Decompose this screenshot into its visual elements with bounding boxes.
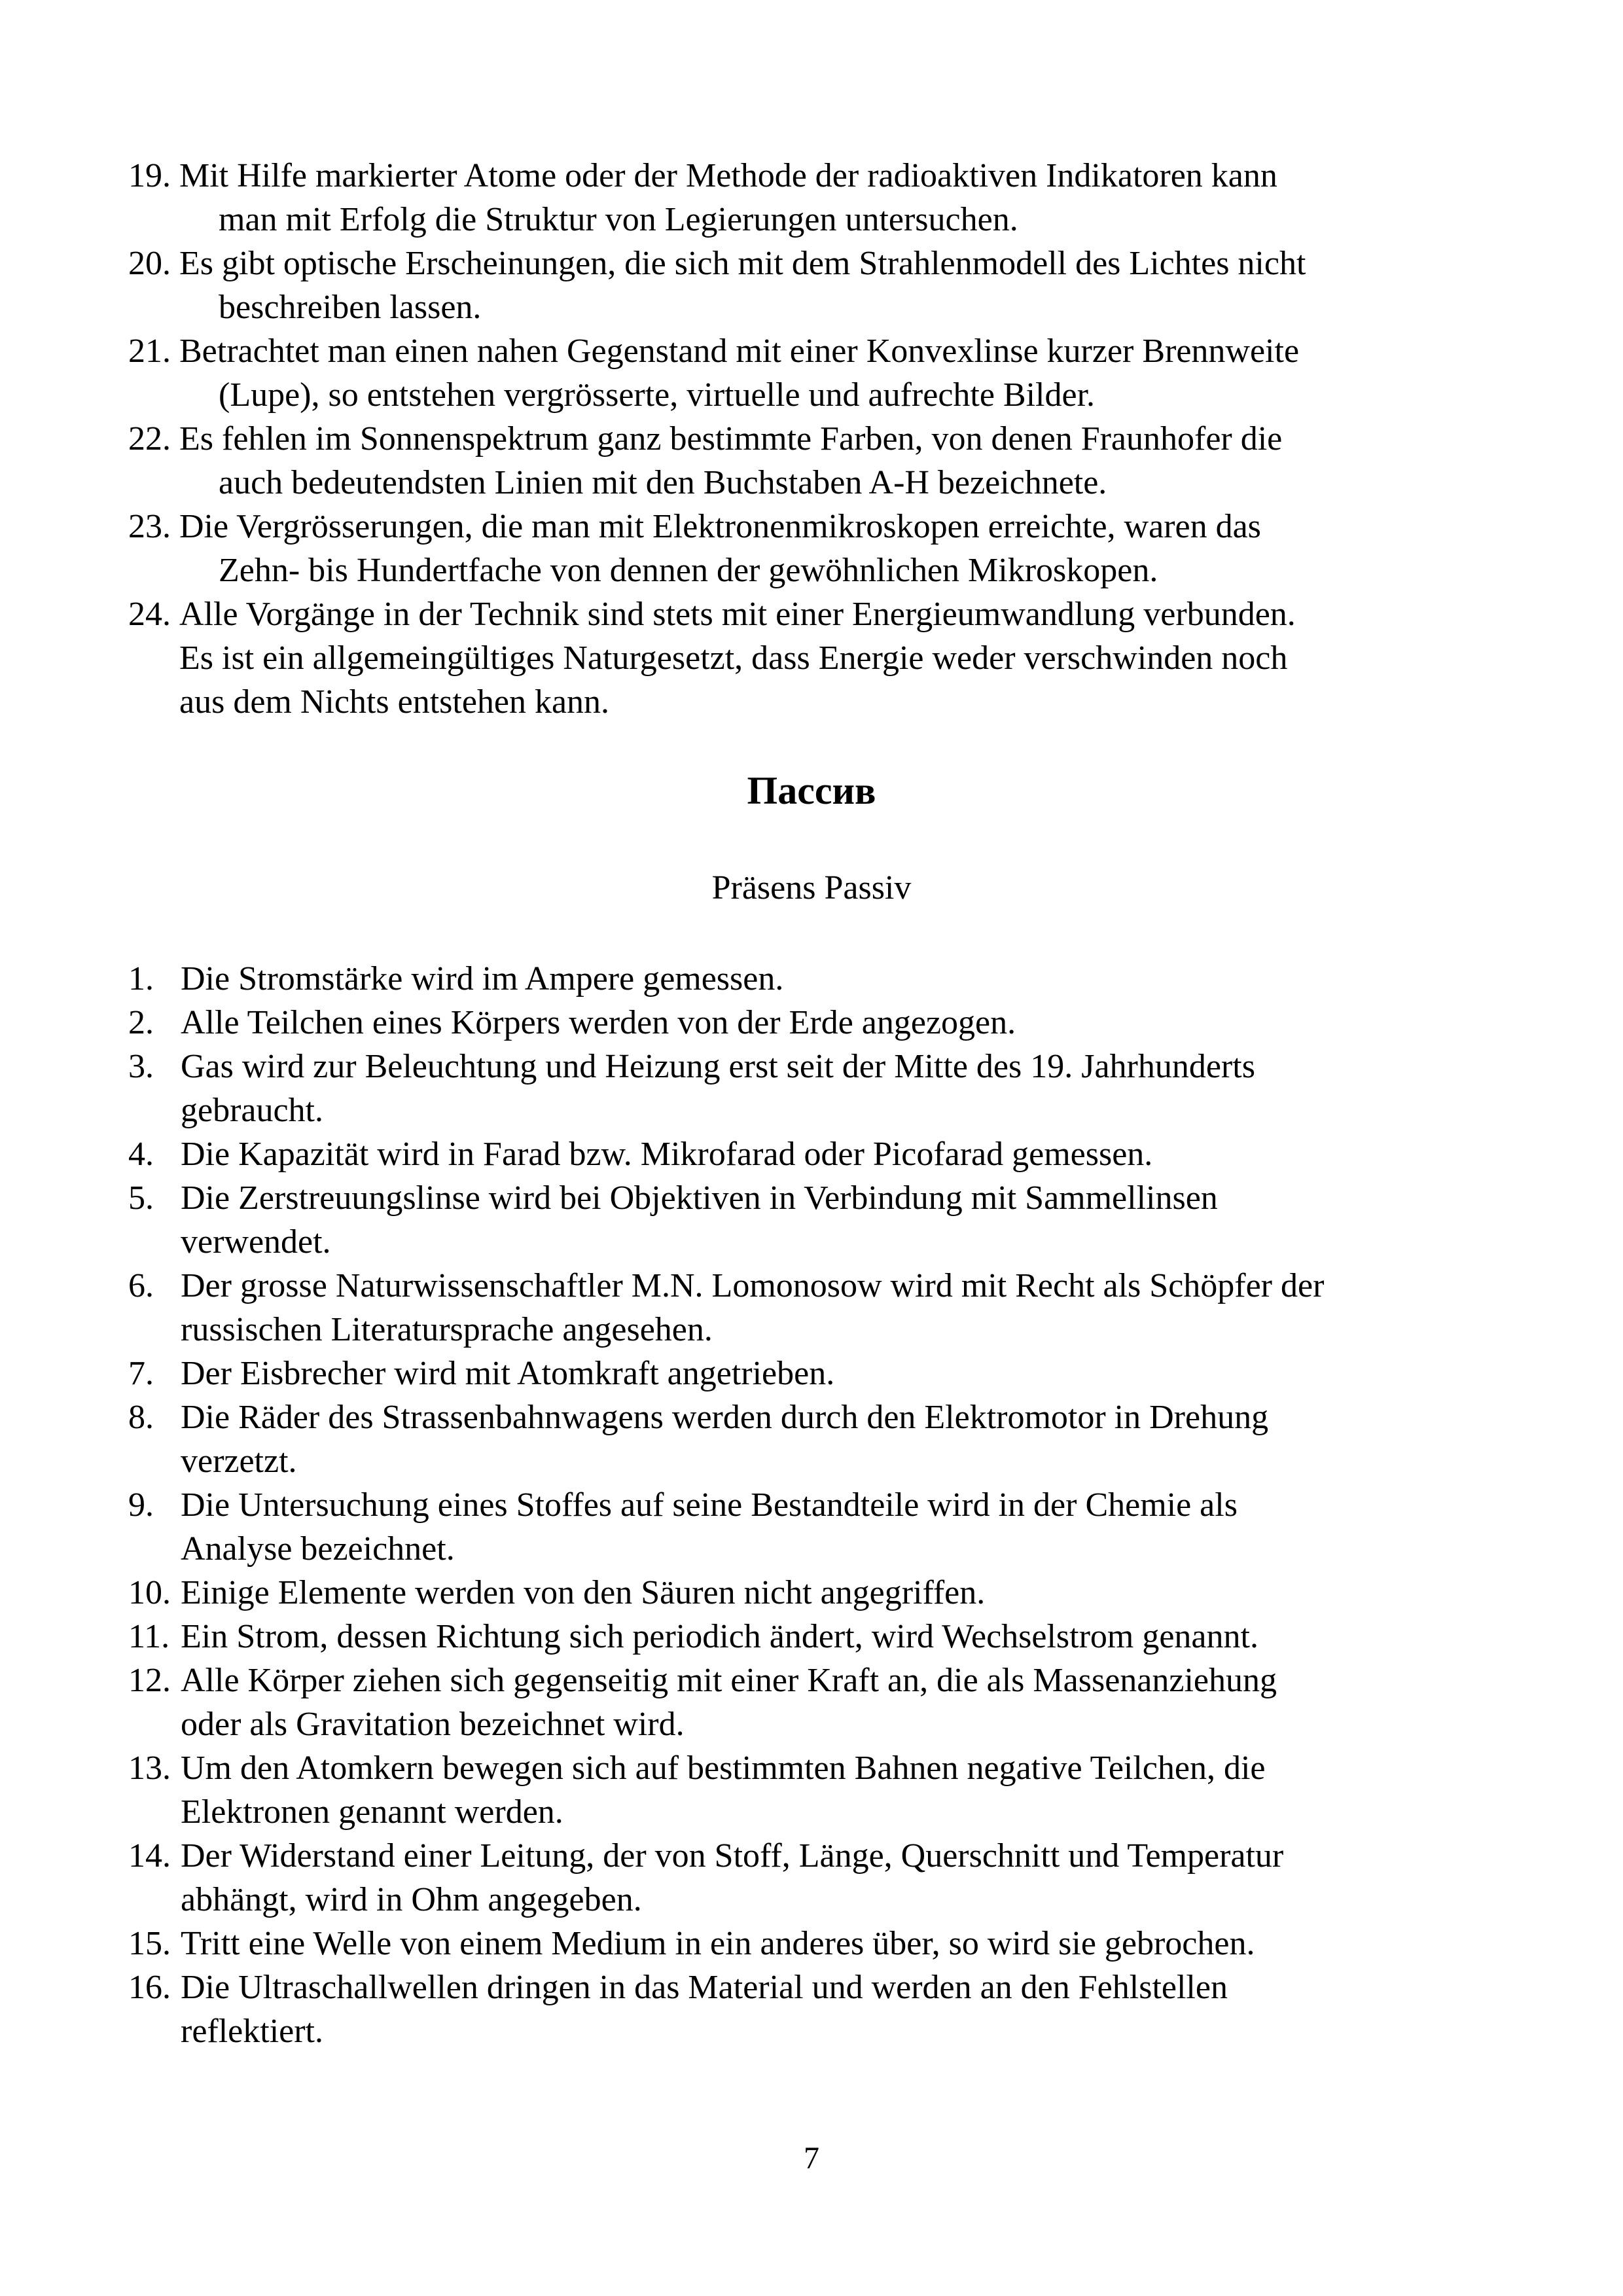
list-item-text bbox=[181, 1045, 1503, 1132]
list-item bbox=[128, 1132, 1503, 1176]
list-item-line: reflektiert. bbox=[181, 2013, 323, 2050]
list-item-line: aus dem Nichts entstehen kann. bbox=[179, 683, 610, 721]
list-item-number: 13. bbox=[128, 1749, 171, 1787]
list-item-line: Die Kapazität wird in Farad bzw. Mikrofarad oder Picofarad gemessen. bbox=[181, 1136, 1153, 1173]
list-item-number: 6. bbox=[128, 1267, 154, 1304]
list-item-line: Alle Körper ziehen sich gegenseitig mit einer Kraft an, die als Massenanziehung bbox=[181, 1662, 1277, 1699]
list-item-number: 5. bbox=[128, 1179, 154, 1217]
list-item-text bbox=[181, 1001, 1503, 1045]
list-item bbox=[128, 1264, 1503, 1352]
numbered-list-bottom bbox=[128, 957, 1503, 2053]
list-item bbox=[128, 1395, 1503, 1483]
list-item bbox=[128, 1483, 1503, 1571]
list-item bbox=[128, 417, 1503, 505]
list-item-line: Die Räder des Strassenbahnwagens werden durch den Elektromotor in Drehung bbox=[181, 1399, 1269, 1436]
list-item-number: 21. bbox=[128, 332, 171, 370]
list-item-number: 11. bbox=[128, 1618, 170, 1655]
list-item-text bbox=[179, 505, 1503, 592]
list-item bbox=[128, 1659, 1503, 1746]
list-item bbox=[128, 1746, 1503, 1834]
list-item bbox=[128, 1045, 1503, 1132]
list-item-line: Der Eisbrecher wird mit Atomkraft angetrieben. bbox=[181, 1355, 835, 1392]
list-item-line: Es gibt optische Erscheinungen, die sich mit dem Strahlenmodell des Lichtes nicht bbox=[179, 245, 1306, 282]
list-item-text bbox=[179, 417, 1503, 505]
list-item-line: oder als Gravitation bezeichnet wird. bbox=[181, 1706, 685, 1743]
list-item-line: Gas wird zur Beleuchtung und Heizung erst seit der Mitte des 19. Jahrhunderts bbox=[181, 1048, 1255, 1085]
list-item-line: Die Zerstreuungslinse wird bei Objektiven in Verbindung mit Sammellinsen bbox=[181, 1179, 1218, 1217]
list-item-number: 9. bbox=[128, 1486, 154, 1524]
list-item-line: auch bedeutendsten Linien mit den Buchstaben A-H bezeichnete. bbox=[219, 464, 1107, 501]
list-item-text bbox=[181, 1132, 1503, 1176]
list-item-line: abhängt, wird in Ohm angegeben. bbox=[181, 1881, 642, 1918]
list-item bbox=[128, 1001, 1503, 1045]
numbered-list-top bbox=[128, 154, 1503, 724]
list-item-text bbox=[181, 1922, 1503, 1965]
list-item-line: russischen Literatursprache angesehen. bbox=[181, 1311, 713, 1348]
list-item bbox=[128, 1922, 1503, 1965]
list-item-line: Ein Strom, dessen Richtung sich periodich ändert, wird Wechselstrom genannt. bbox=[181, 1618, 1258, 1655]
list-item bbox=[128, 1352, 1503, 1395]
list-item-text bbox=[179, 592, 1503, 724]
list-item-text bbox=[181, 1352, 1503, 1395]
list-item-number: 24. bbox=[128, 596, 171, 633]
list-item bbox=[128, 1571, 1503, 1615]
list-item-line: Der grosse Naturwissenschaftler M.N. Lomonosow wird mit Recht als Schöpfer der bbox=[181, 1267, 1325, 1304]
list-item-text bbox=[179, 242, 1503, 329]
list-item-number: 22. bbox=[128, 420, 171, 457]
section-subtitle: Präsens Passiv bbox=[711, 869, 912, 906]
list-item bbox=[128, 242, 1503, 329]
list-item-text bbox=[179, 154, 1503, 242]
list-item-line: Die Untersuchung eines Stoffes auf seine Bestandteile wird in der Chemie als bbox=[181, 1486, 1238, 1524]
list-item-text bbox=[179, 329, 1503, 417]
list-item-number: 14. bbox=[128, 1837, 171, 1874]
list-item-line: Es ist ein allgemeingültiges Naturgesetzt, dass Energie weder verschwinden noch bbox=[179, 639, 1288, 677]
list-item-text bbox=[181, 1834, 1503, 1922]
list-item-text bbox=[181, 1615, 1503, 1659]
list-item-line: Elektronen genannt werden. bbox=[181, 1793, 563, 1831]
list-item-line: man mit Erfolg die Struktur von Legierungen untersuchen. bbox=[219, 201, 1018, 238]
list-item-line: Die Ultraschallwellen dringen in das Material und werden an den Fehlstellen bbox=[181, 1969, 1228, 2006]
page-number: 7 bbox=[804, 2141, 819, 2176]
list-item bbox=[128, 1176, 1503, 1264]
list-item-line: Der Widerstand einer Leitung, der von Stoff, Länge, Querschnitt und Temperatur bbox=[181, 1837, 1284, 1874]
list-item-number: 23. bbox=[128, 508, 171, 545]
list-item-line: Die Vergrösserungen, die man mit Elektronenmikroskopen erreichte, waren das bbox=[179, 508, 1261, 545]
list-item-number: 19. bbox=[128, 157, 171, 194]
list-item bbox=[128, 1615, 1503, 1659]
list-item-line: Betrachtet man einen nahen Gegenstand mit einer Konvexlinse kurzer Brennweite bbox=[179, 332, 1300, 370]
list-item-line: Die Stromstärke wird im Ampere gemessen. bbox=[181, 960, 784, 997]
list-item-text bbox=[181, 957, 1503, 1001]
list-item-line: Einige Elemente werden von den Säuren nicht angegriffen. bbox=[181, 1574, 986, 1611]
list-item-number: 3. bbox=[128, 1048, 154, 1085]
list-item-line: verwendet. bbox=[181, 1223, 331, 1261]
list-item-line: Um den Atomkern bewegen sich auf bestimmten Bahnen negative Teilchen, die bbox=[181, 1749, 1266, 1787]
list-item-number: 10. bbox=[128, 1574, 171, 1611]
list-item-line: verzetzt. bbox=[181, 1443, 297, 1480]
list-item-number: 12. bbox=[128, 1662, 171, 1699]
list-item-line: Tritt eine Welle von einem Medium in ein anderes über, so wird sie gebrochen. bbox=[181, 1925, 1255, 1962]
list-item-text bbox=[181, 1965, 1503, 2053]
list-item-number: 8. bbox=[128, 1399, 154, 1436]
list-item-text bbox=[181, 1659, 1503, 1746]
list-item-line: Analyse bezeichnet. bbox=[181, 1530, 455, 1568]
list-item bbox=[128, 329, 1503, 417]
list-item bbox=[128, 957, 1503, 1001]
list-item-line: Alle Vorgänge in der Technik sind stets mit einer Energieumwandlung verbunden. bbox=[179, 596, 1296, 633]
list-item-number: 4. bbox=[128, 1136, 154, 1173]
list-item-number: 20. bbox=[128, 245, 171, 282]
list-item-text bbox=[181, 1571, 1503, 1615]
list-item-text bbox=[181, 1483, 1503, 1571]
list-item-text bbox=[181, 1746, 1503, 1834]
list-item-line: Mit Hilfe markierter Atome oder der Methode der radioaktiven Indikatoren kann bbox=[179, 157, 1277, 194]
list-item-number: 1. bbox=[128, 960, 154, 997]
list-item-line: Zehn- bis Hundertfache von dennen der gewöhnlichen Mikroskopen. bbox=[219, 552, 1158, 589]
list-item-line: beschreiben lassen. bbox=[219, 289, 482, 326]
list-item bbox=[128, 1834, 1503, 1922]
list-item-number: 2. bbox=[128, 1004, 154, 1041]
list-item-text bbox=[181, 1264, 1503, 1352]
list-item-line: Es fehlen im Sonnenspektrum ganz bestimmte Farben, von denen Fraunhofer die bbox=[179, 420, 1283, 457]
list-item-text bbox=[181, 1395, 1503, 1483]
list-item bbox=[128, 592, 1503, 724]
list-item-number: 15. bbox=[128, 1925, 171, 1962]
list-item bbox=[128, 505, 1503, 592]
list-item-number: 7. bbox=[128, 1355, 154, 1392]
list-item-line: gebraucht. bbox=[181, 1092, 324, 1129]
list-item-text bbox=[181, 1176, 1503, 1264]
list-item-number: 16. bbox=[128, 1969, 171, 2006]
list-item-line: Alle Teilchen eines Körpers werden von der Erde angezogen. bbox=[181, 1004, 1016, 1041]
list-item bbox=[128, 1965, 1503, 2053]
list-item-line: (Lupe), so entstehen vergrösserte, virtuelle und aufrechte Bilder. bbox=[219, 376, 1096, 414]
list-item bbox=[128, 154, 1503, 242]
section-title: Пассив bbox=[747, 769, 876, 812]
